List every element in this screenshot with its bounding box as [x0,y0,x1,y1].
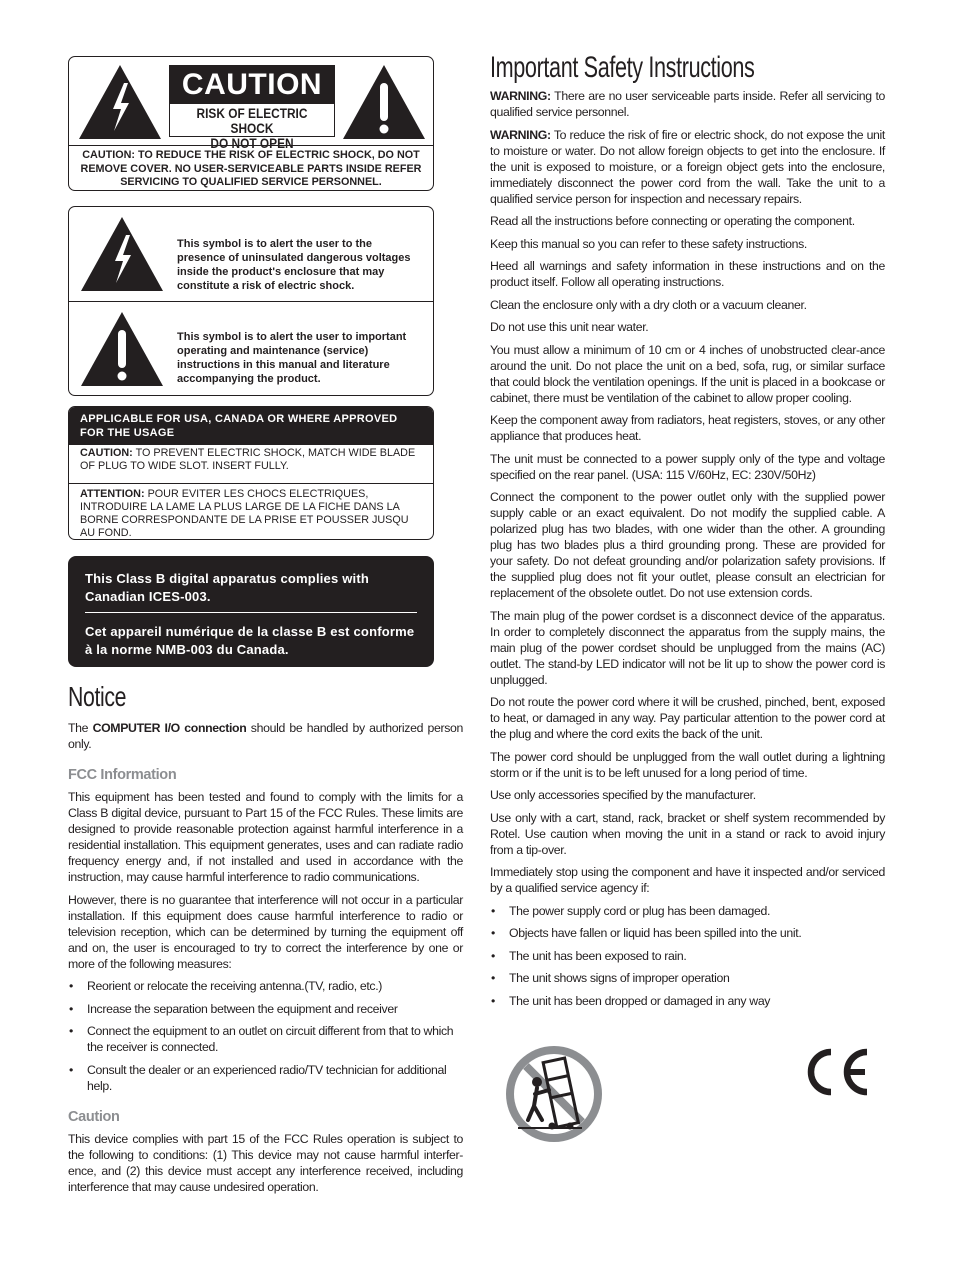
symbol-explanation-panel [68,206,434,396]
ices-divider [85,612,417,613]
notice-intro-bold: COMPUTER I/O connection [92,721,247,735]
lightning-triangle-icon [79,215,165,293]
caution-panel [68,56,434,191]
safety-paragraph: Keep this manual so you can refer to these safety instructions. [490,236,807,251]
safety-paragraph: The main plug of the power cordset is a disconnect device of the apparatus. In order to completely disconnect the apparatus from the supply mains, the main plug of the power cordset should be unplugged from the mains (AC) outlet. The stand-by LED indicator will not be lit up to show the power cord is unplugged. [490,608,885,687]
notice-title: Notice [68,681,127,712]
caution-panel-top [69,57,433,151]
lightning-symbol-row [69,207,433,301]
safety-paragraph: You must allow a minimum of 10 cm or 4 inches of unobstructed clear-ance around the unit. Do not place the unit on a bed, sofa, rug, or similar surface that could block the ventilation openings. If the unit is placed in a bookcase or cabinet, there must be ventilation of the cabinet to allow proper cooling. [490,342,885,405]
applicable-caution [69,447,433,473]
safety-paragraph: Clean the enclosure only with a dry cloth or a vacuum cleaner. [490,297,807,312]
caution-word: CAUTION [170,66,334,104]
safety-paragraph: Use only with a cart, stand, rack, bracket or shelf system recommended by Rotel. Use caution when moving the unit in a stand or rack to avoid injury from a tip-over. [490,810,885,857]
exclamation-symbol-text: This symbol is to alert the user to important operating and maintenance (service) instructions in this manual and literature accompanying the product. [177,331,407,385]
list-item: • Reorient or relocate the receiving antenna.(TV, radio, etc.) [68,978,463,994]
ices-compliance-panel [68,556,434,667]
caution-divider [69,145,433,146]
plug-polarity-panel [68,406,434,540]
applicable-heading: APPLICABLE FOR USA, CANADA OR WHERE APPROVED FOR THE USAGE [69,407,433,445]
safety-paragraph: Connect the component to the power outlet only with the supplied power supply cable or an exact equivalent. Do not modify the supplied cable. A polarized plug has two blades, with one wider than the other. A grounding plug has two blades plus a third grounding prong. These are provided for your safety. Do not defeat grounding and/or polarization safety provisions. If the supplied plug does not fit your outlet, please consult an electrician for replacement of the obsolete outlet. Do not use extension cords. [490,490,885,600]
caution-subtitle-line2: DO NOT OPEN [210,136,294,151]
lightning-triangle-icon [77,63,163,141]
list-item: • Consult the dealer or an experienced radio/TV technician for additional help. [68,1062,463,1094]
notice-section [68,720,463,1201]
warning-1 [490,88,885,120]
safety-paragraph: Do not route the power cord where it will be crushed, pinched, bent, exposed to heat, or damaged in any way. Pay particular attention to the power cord at the plug and where the cord exits the back of the unit. [490,695,885,741]
fcc-measures-list [68,978,463,1094]
caution-paragraph: This device complies with part 15 of the FCC Rules operation is subject to the following to conditions: (1) This device may not cause harmful interfer-ence, and (2) this device must accept any interference received, including interference that may cause undesired operation. [68,1131,463,1194]
lightning-symbol-text: This symbol is to alert the user to the presence of uninsulated dangerous voltages inside the product's enclosure that may constitute a risk of electric shock. [177,238,411,292]
list-item: • The unit shows signs of improper operation [490,970,885,986]
safety-paragraph: Read all the instructions before connecting or operating the component. [490,214,855,228]
applicable-attention-text: POUR EVITER LES CHOCS ELECTRIQUES, INTRODUIRE LA LAME LA PLUS LARGE DE LA FICHE DANS LA BORNE CORRESPONDANTE DE LA PRISE ET POUSSER JUSQU AU FOND. [80,488,409,539]
fcc-heading: FCC Information [68,767,177,783]
list-item: • Connect the equipment to an outlet on circuit different from that to which the receiver is connected. [68,1023,463,1055]
safety-paragraph: The power cord should be unplugged from the wall outlet during a lightning storm or if the unit is to be left unused for a long period of time. [490,749,885,780]
notice-intro [68,720,463,752]
ce-mark-icon [797,1046,873,1098]
service-conditions-list [490,903,885,1009]
warning-1-text: There are no user serviceable parts inside. Refer all servicing to qualified service personnel. [490,89,885,119]
safety-title: Important Safety Instructions [490,51,755,84]
applicable-caution-text: TO PREVENT ELECTRIC SHOCK, MATCH WIDE BLADE OF PLUG TO WIDE SLOT. INSERT FULLY. [80,447,416,472]
exclamation-triangle-icon [341,63,427,141]
warning-label: WARNING: [490,89,551,103]
safety-paragraph: Keep the component away from radiators, heat registers, stoves, or any other appliance that produces heat. [490,413,885,443]
ices-french-text: Cet appareil numérique de la classe B est conforme à la norme NMB-003 du Canada. [85,624,415,657]
warning-2 [490,127,885,207]
notice-intro-pre: The [68,721,93,735]
caution-title-block [169,65,335,151]
warning-label: WARNING: [490,127,551,142]
caution-warning-text: CAUTION: TO REDUCE THE RISK OF ELECTRIC SHOCK, DO NOT REMOVE COVER. NO USER-SERVICEABLE PARTS INSIDE REFER SERVICING TO QUALIFIED SERVICE PERSONNEL. [80,149,422,188]
safety-paragraph: The unit must be connected to a power supply only of the type and voltage specified on the rear panel. (USA: 115 V/60Hz, EC: 230V/50Hz) [490,451,885,482]
cart-tipover-warning-icon [504,1044,604,1144]
safety-paragraph: Heed all warnings and safety information in these instructions and on the product itself. Follow all operating instructions. [490,259,885,289]
list-item: • The power supply cord or plug has been damaged. [490,903,885,919]
caution-subtitle [180,104,324,151]
caution-heading: Caution [68,1108,120,1125]
list-item: • The unit has been dropped or damaged in any way [490,993,885,1009]
safety-paragraph: Do not use this unit near water. [490,320,649,334]
notice-intro-post: should be handled by authorized person only. [68,721,463,751]
fcc-paragraph-2: However, there is no guarantee that interference will not occur in a particular installation. If this equipment does cause harmful interference to radio or television reception, which can be determined by turning the equipment off and on, the user is encouraged to try to correct the interference by one or more of the following measures: [68,892,463,971]
safety-section [490,88,885,1015]
applicable-attention [69,483,433,540]
ices-english-text: This Class B digital apparatus complies with Canadian ICES-003. [85,571,370,604]
exclamation-symbol-row [69,301,433,396]
applicable-attention-label: ATTENTION: [80,488,145,500]
safety-paragraph: Use only accessories specified by the manufacturer. [490,788,756,802]
applicable-caution-label: CAUTION: [80,447,133,459]
fcc-paragraph-1: This equipment has been tested and found to comply with the limits for a Class B digital device, pursuant to Part 15 of the FCC Rules. These limits are designed to provide reasonable protection against harmful interference in a residential installation. This equipment generates, uses and can radiate radio frequency energy and, if not installed and used in accordance with the instruction, may cause harmful interference to radio communications. [68,790,463,884]
warning-2-text: To reduce the risk of fire or electric shock, do not expose the unit to moisture or water. Do not allow foreign objects to get into the enclosure. If the unit is exposed to moisture, or a foreign object gets into the enclosure, immediately disconnect the power cord from the wall. Take the unit to a qualified service person for inspection and necessary repairs. [490,127,885,206]
list-item: • Increase the separation between the equipment and receiver [68,1001,463,1017]
exclamation-triangle-icon [79,310,165,388]
caution-subtitle-line1: RISK OF ELECTRIC SHOCK [196,106,308,136]
safety-paragraph: Immediately stop using the component and have it inspected and/or serviced by a qualified service agency if: [490,865,885,895]
list-item: • Objects have fallen or liquid has been spilled into the unit. [490,925,885,941]
list-item: • The unit has been exposed to rain. [490,948,885,964]
